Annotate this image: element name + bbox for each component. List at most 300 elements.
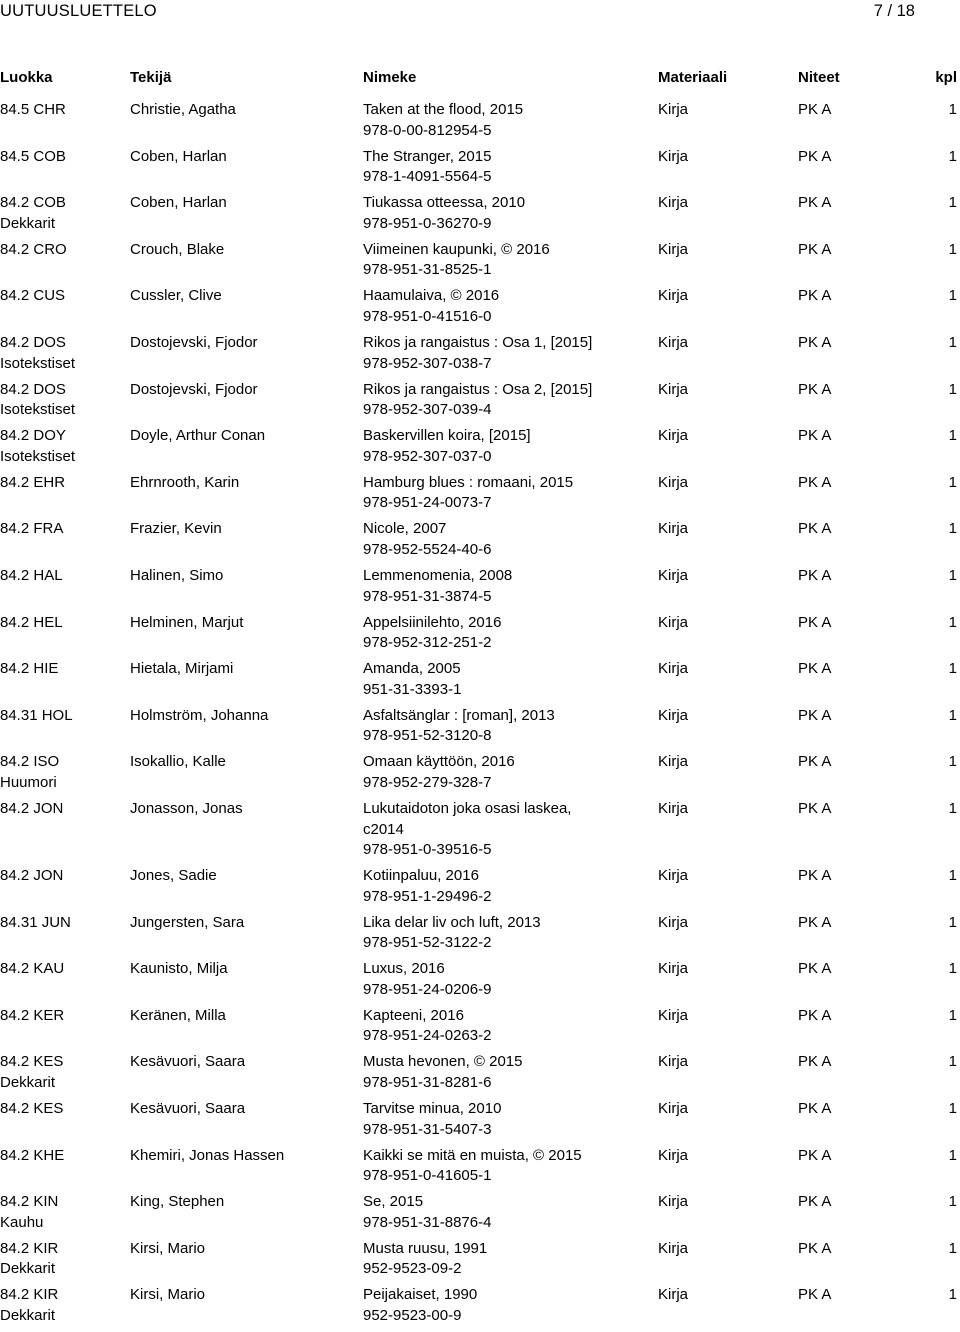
cell-luokka — [0, 333, 75, 374]
cell-kpl — [949, 752, 957, 773]
cell-niteet — [798, 659, 831, 680]
copy-count: 1 — [948, 613, 957, 631]
author-name: Ehrnrooth, Karin — [130, 473, 240, 491]
table-row — [0, 566, 960, 613]
cell-niteet — [798, 913, 831, 934]
author-name: Coben, Harlan — [130, 194, 227, 212]
material-type: Kirja — [658, 1053, 689, 1071]
table-row — [0, 380, 960, 427]
cell-nimeke — [363, 100, 523, 141]
cell-nimeke — [363, 799, 571, 861]
cell-materiaali — [658, 1052, 688, 1073]
cell-niteet — [798, 100, 831, 121]
material-type: Kirja — [658, 867, 689, 885]
isbn: 978-952-279-328-7 — [363, 773, 492, 791]
class-code: 84.31 JUN — [0, 913, 71, 931]
column-header-luokka: Luokka — [0, 69, 53, 86]
book-title: The Stranger, 2015 — [363, 147, 492, 165]
cell-kpl — [949, 706, 957, 727]
cell-luokka — [0, 566, 63, 587]
class-code: 84.2 KHE — [0, 1146, 65, 1164]
cell-kpl — [949, 1099, 957, 1120]
cell-luokka — [0, 426, 75, 467]
copy-count: 1 — [948, 913, 957, 931]
copy-count: 1 — [948, 287, 957, 305]
isbn: 978-951-0-39516-5 — [363, 841, 492, 859]
isbn: 978-951-31-8876-4 — [363, 1213, 492, 1231]
table-row — [0, 426, 960, 473]
cell-nimeke — [363, 473, 573, 514]
copies-location: PK A — [798, 101, 832, 118]
table-row — [0, 1285, 960, 1332]
class-code: 84.2 DOY — [0, 427, 66, 445]
genre-label: Kauhu — [0, 1213, 44, 1231]
material-type: Kirja — [658, 1193, 689, 1211]
cell-nimeke — [363, 659, 461, 700]
author-name: Crouch, Blake — [130, 240, 225, 258]
cell-nimeke — [363, 1099, 501, 1140]
cell-nimeke — [363, 913, 541, 954]
copies-location: PK A — [798, 1100, 832, 1118]
document-title: UUTUUSLUETTELO — [0, 2, 157, 20]
author-name: Kirsi, Mario — [130, 1239, 206, 1257]
material-type: Kirja — [658, 427, 689, 445]
cell-tekija — [130, 240, 224, 261]
class-code: 84.2 JON — [0, 867, 64, 885]
isbn: 978-951-31-8281-6 — [363, 1074, 492, 1092]
cell-tekija — [130, 913, 244, 934]
book-title: Nicole, 2007 — [363, 520, 447, 538]
author-name: Helminen, Marjut — [130, 613, 244, 631]
copies-location: PK A — [798, 427, 832, 445]
table-row — [0, 752, 960, 799]
author-name: Isokallio, Kalle — [130, 753, 226, 771]
table-row — [0, 286, 960, 333]
copies-location: PK A — [798, 1239, 832, 1257]
cell-tekija — [130, 799, 243, 820]
book-title: Musta ruusu, 1991 — [363, 1239, 488, 1257]
cell-materiaali — [658, 799, 688, 820]
cell-kpl — [949, 659, 957, 680]
cell-niteet — [798, 959, 831, 980]
table-row — [0, 706, 960, 753]
copy-count: 1 — [948, 1146, 957, 1164]
copy-count: 1 — [948, 101, 957, 118]
isbn: 978-952-307-037-0 — [363, 447, 492, 465]
cell-nimeke — [363, 866, 491, 907]
cell-luokka — [0, 193, 66, 234]
class-code: 84.5 CHR — [0, 101, 66, 118]
cell-niteet — [798, 519, 831, 540]
material-type: Kirja — [658, 147, 689, 165]
material-type: Kirja — [658, 660, 689, 678]
genre-label: Dekkarit — [0, 214, 56, 232]
copies-location: PK A — [798, 613, 832, 631]
cell-kpl — [949, 1052, 957, 1073]
author-name: Kaunisto, Milja — [130, 960, 228, 978]
cell-nimeke — [363, 1052, 523, 1093]
cell-nimeke — [363, 1239, 487, 1280]
cell-kpl — [949, 1239, 957, 1260]
isbn: 978-951-24-0073-7 — [363, 494, 492, 512]
cell-kpl — [949, 1146, 957, 1167]
copies-location: PK A — [798, 1286, 832, 1304]
material-type: Kirja — [658, 473, 689, 491]
cell-nimeke — [363, 752, 515, 793]
cell-materiaali — [658, 519, 688, 540]
class-code: 84.5 COB — [0, 147, 66, 165]
isbn: 978-951-24-0206-9 — [363, 980, 492, 998]
cell-niteet — [798, 426, 831, 447]
author-name: Khemiri, Jonas Hassen — [130, 1146, 285, 1164]
cell-tekija — [130, 866, 217, 887]
cell-niteet — [798, 193, 831, 214]
cell-kpl — [949, 519, 957, 540]
copy-count: 1 — [948, 1053, 957, 1071]
author-name: Kirsi, Mario — [130, 1286, 206, 1304]
cell-materiaali — [658, 426, 688, 447]
cell-nimeke — [363, 613, 501, 654]
cell-tekija — [130, 1146, 284, 1167]
catalog-list — [0, 100, 960, 1332]
copies-location: PK A — [798, 799, 832, 817]
cell-niteet — [798, 1006, 831, 1027]
cell-materiaali — [658, 913, 688, 934]
material-type: Kirja — [658, 566, 689, 584]
genre-label: Huumori — [0, 773, 57, 791]
cell-luokka — [0, 1146, 64, 1167]
copy-count: 1 — [948, 753, 957, 771]
isbn: 952-9523-00-9 — [363, 1307, 462, 1325]
cell-kpl — [949, 380, 957, 401]
material-type: Kirja — [658, 1146, 689, 1164]
column-header-materiaali: Materiaali — [658, 69, 728, 86]
cell-tekija — [130, 193, 227, 214]
copy-count: 1 — [948, 867, 957, 885]
cell-niteet — [798, 286, 831, 307]
cell-tekija — [130, 333, 258, 354]
class-code: 84.31 HOL — [0, 706, 73, 724]
book-title: Appelsiinilehto, 2016 — [363, 613, 502, 631]
cell-tekija — [130, 1099, 245, 1120]
author-name: Christie, Agatha — [130, 101, 236, 118]
cell-kpl — [949, 866, 957, 887]
cell-luokka — [0, 240, 67, 261]
cell-materiaali — [658, 473, 688, 494]
copies-location: PK A — [798, 380, 832, 398]
table-row — [0, 333, 960, 380]
copies-location: PK A — [798, 520, 832, 538]
class-code: 84.2 KAU — [0, 960, 65, 978]
material-type: Kirja — [658, 1286, 689, 1304]
material-type: Kirja — [658, 287, 689, 305]
isbn: 978-951-52-3120-8 — [363, 727, 492, 745]
material-type: Kirja — [658, 101, 689, 118]
class-code: 84.2 HIE — [0, 660, 59, 678]
cell-nimeke — [363, 380, 592, 421]
copy-count: 1 — [948, 147, 957, 165]
cell-nimeke — [363, 193, 525, 234]
cell-nimeke — [363, 286, 499, 327]
cell-tekija — [130, 1285, 205, 1306]
copy-count: 1 — [948, 1193, 957, 1211]
cell-luokka — [0, 1099, 63, 1120]
author-name: Dostojevski, Fjodor — [130, 380, 258, 398]
author-name: Halinen, Simo — [130, 566, 224, 584]
cell-materiaali — [658, 659, 688, 680]
cell-luokka — [0, 959, 64, 980]
cell-nimeke — [363, 1192, 491, 1233]
cell-kpl — [949, 473, 957, 494]
column-header-niteet: Niteet — [798, 69, 840, 86]
cell-materiaali — [658, 1239, 688, 1260]
class-code: 84.2 COB — [0, 194, 66, 212]
table-row — [0, 913, 960, 960]
cell-luokka — [0, 659, 58, 680]
book-title: Asfaltsänglar : [roman], 2013 — [363, 706, 555, 724]
book-title: Peijakaiset, 1990 — [363, 1286, 478, 1304]
class-code: 84.2 KIN — [0, 1193, 59, 1211]
copies-location: PK A — [798, 1146, 832, 1164]
cell-luokka — [0, 1052, 63, 1093]
cell-nimeke — [363, 1146, 582, 1187]
isbn: 978-952-312-251-2 — [363, 634, 492, 652]
cell-niteet — [798, 1239, 831, 1260]
cell-materiaali — [658, 147, 688, 168]
cell-niteet — [798, 333, 831, 354]
copy-count: 1 — [948, 706, 957, 724]
cell-niteet — [798, 799, 831, 820]
table-row — [0, 866, 960, 913]
material-type: Kirja — [658, 706, 689, 724]
book-title: Kapteeni, 2016 — [363, 1006, 464, 1024]
material-type: Kirja — [658, 753, 689, 771]
page-number: 7 / 18 — [873, 2, 915, 20]
copy-count: 1 — [948, 799, 957, 817]
cell-nimeke — [363, 333, 592, 374]
book-title: Haamulaiva, © 2016 — [363, 287, 500, 305]
cell-niteet — [798, 380, 831, 401]
class-code: 84.2 KER — [0, 1006, 65, 1024]
book-title: Lukutaidoton joka osasi laskea, — [363, 799, 572, 817]
cell-kpl — [949, 1006, 957, 1027]
isbn: 952-9523-09-2 — [363, 1260, 462, 1278]
book-title: Kaikki se mitä en muista, © 2015 — [363, 1146, 582, 1164]
cell-kpl — [949, 147, 957, 168]
copies-location: PK A — [798, 1193, 832, 1211]
cell-materiaali — [658, 566, 688, 587]
book-title: Musta hevonen, © 2015 — [363, 1053, 523, 1071]
isbn: 978-951-52-3122-2 — [363, 934, 492, 952]
cell-luokka — [0, 752, 59, 793]
book-title: Rikos ja rangaistus : Osa 2, [2015] — [363, 380, 593, 398]
book-title: Amanda, 2005 — [363, 660, 461, 678]
genre-label: Dekkarit — [0, 1260, 56, 1278]
material-type: Kirja — [658, 333, 689, 351]
cell-luokka — [0, 1239, 58, 1280]
author-name: Frazier, Kevin — [130, 520, 222, 538]
copies-location: PK A — [798, 706, 832, 724]
material-type: Kirja — [658, 799, 689, 817]
book-title: Lika delar liv och luft, 2013 — [363, 913, 541, 931]
genre-label: Isotekstiset — [0, 401, 76, 419]
cell-kpl — [949, 1285, 957, 1306]
author-name: Jonasson, Jonas — [130, 799, 243, 817]
isbn: 978-952-5524-40-6 — [363, 540, 492, 558]
class-code: 84.2 KIR — [0, 1286, 59, 1304]
class-code: 84.2 CRO — [0, 240, 67, 258]
cell-materiaali — [658, 100, 688, 121]
cell-kpl — [949, 193, 957, 214]
author-name: Hietala, Mirjami — [130, 660, 234, 678]
genre-label: Dekkarit — [0, 1307, 56, 1325]
cell-tekija — [130, 1006, 226, 1027]
cell-niteet — [798, 1099, 831, 1120]
class-code: 84.2 DOS — [0, 380, 66, 398]
book-title-continued: c2014 — [363, 820, 404, 838]
copies-location: PK A — [798, 867, 832, 885]
table-row — [0, 193, 960, 240]
book-title: Luxus, 2016 — [363, 960, 445, 978]
author-name: Kesävuori, Saara — [130, 1053, 246, 1071]
material-type: Kirja — [658, 1006, 689, 1024]
copy-count: 1 — [948, 1286, 957, 1304]
cell-materiaali — [658, 706, 688, 727]
author-name: Doyle, Arthur Conan — [130, 427, 266, 445]
author-name: Cussler, Clive — [130, 287, 222, 305]
book-title: Rikos ja rangaistus : Osa 1, [2015] — [363, 333, 593, 351]
cell-niteet — [798, 147, 831, 168]
cell-materiaali — [658, 1099, 688, 1120]
table-row — [0, 659, 960, 706]
copies-location: PK A — [798, 147, 832, 165]
cell-nimeke — [363, 1285, 477, 1326]
material-type: Kirja — [658, 380, 689, 398]
cell-materiaali — [658, 613, 688, 634]
cell-tekija — [130, 519, 222, 540]
cell-tekija — [130, 566, 223, 587]
genre-label: Isotekstiset — [0, 354, 76, 372]
cell-niteet — [798, 1146, 831, 1167]
table-row — [0, 1239, 960, 1286]
author-name: Keränen, Milla — [130, 1006, 226, 1024]
copies-location: PK A — [798, 194, 832, 212]
cell-kpl — [949, 959, 957, 980]
table-row — [0, 1099, 960, 1146]
cell-luokka — [0, 799, 63, 820]
cell-nimeke — [363, 240, 550, 281]
cell-nimeke — [363, 426, 531, 467]
copy-count: 1 — [948, 1100, 957, 1118]
cell-kpl — [949, 100, 957, 121]
copies-location: PK A — [798, 1053, 832, 1071]
material-type: Kirja — [658, 1239, 689, 1257]
copy-count: 1 — [948, 473, 957, 491]
copy-count: 1 — [948, 333, 957, 351]
cell-luokka — [0, 473, 65, 494]
cell-kpl — [949, 1192, 957, 1213]
copies-location: PK A — [798, 240, 832, 258]
class-code: 84.2 FRA — [0, 520, 64, 538]
author-name: Dostojevski, Fjodor — [130, 333, 258, 351]
copy-count: 1 — [948, 566, 957, 584]
class-code: 84.2 KES — [0, 1053, 64, 1071]
isbn: 978-952-307-038-7 — [363, 354, 492, 372]
isbn: 978-951-24-0263-2 — [363, 1027, 492, 1045]
book-title: Lemmenomenia, 2008 — [363, 566, 513, 584]
cell-kpl — [949, 333, 957, 354]
cell-tekija — [130, 959, 228, 980]
class-code: 84.2 DOS — [0, 333, 66, 351]
copy-count: 1 — [948, 660, 957, 678]
material-type: Kirja — [658, 1100, 689, 1118]
cell-tekija — [130, 286, 222, 307]
cell-tekija — [130, 659, 233, 680]
isbn: 978-951-1-29496-2 — [363, 887, 492, 905]
copies-location: PK A — [798, 473, 832, 491]
author-name: Jones, Sadie — [130, 867, 217, 885]
cell-niteet — [798, 706, 831, 727]
cell-niteet — [798, 866, 831, 887]
copies-location: PK A — [798, 913, 832, 931]
cell-kpl — [949, 799, 957, 820]
cell-materiaali — [658, 1006, 688, 1027]
copy-count: 1 — [948, 1006, 957, 1024]
book-title: Tiukassa otteessa, 2010 — [363, 194, 526, 212]
isbn: 978-951-31-8525-1 — [363, 261, 492, 279]
cell-tekija — [130, 1192, 224, 1213]
cell-materiaali — [658, 1192, 688, 1213]
cell-luokka — [0, 706, 73, 727]
cell-niteet — [798, 566, 831, 587]
copy-count: 1 — [948, 520, 957, 538]
copy-count: 1 — [948, 194, 957, 212]
isbn: 978-951-0-41605-1 — [363, 1167, 492, 1185]
cell-kpl — [949, 913, 957, 934]
cell-tekija — [130, 752, 226, 773]
cell-luokka — [0, 866, 63, 887]
book-title: Hamburg blues : romaani, 2015 — [363, 473, 574, 491]
table-row — [0, 1146, 960, 1193]
cell-kpl — [949, 426, 957, 447]
book-title: Viimeinen kaupunki, © 2016 — [363, 240, 550, 258]
cell-kpl — [949, 240, 957, 261]
author-name: Kesävuori, Saara — [130, 1100, 246, 1118]
cell-tekija — [130, 426, 265, 447]
cell-tekija — [130, 706, 268, 727]
table-row — [0, 473, 960, 520]
genre-label: Isotekstiset — [0, 447, 76, 465]
isbn: 978-951-0-36270-9 — [363, 214, 492, 232]
cell-materiaali — [658, 752, 688, 773]
cell-materiaali — [658, 286, 688, 307]
class-code: 84.2 JON — [0, 799, 64, 817]
table-row — [0, 519, 960, 566]
cell-nimeke — [363, 519, 491, 560]
book-title: Kotiinpaluu, 2016 — [363, 867, 479, 885]
cell-materiaali — [658, 333, 688, 354]
cell-kpl — [949, 286, 957, 307]
book-title: Baskervillen koira, [2015] — [363, 427, 531, 445]
cell-luokka — [0, 613, 63, 634]
cell-tekija — [130, 1239, 205, 1260]
cell-tekija — [130, 380, 258, 401]
column-header-nimeke: Nimeke — [363, 69, 417, 86]
cell-materiaali — [658, 959, 688, 980]
table-row — [0, 959, 960, 1006]
class-code: 84.2 CUS — [0, 287, 66, 305]
class-code: 84.2 KIR — [0, 1239, 59, 1257]
